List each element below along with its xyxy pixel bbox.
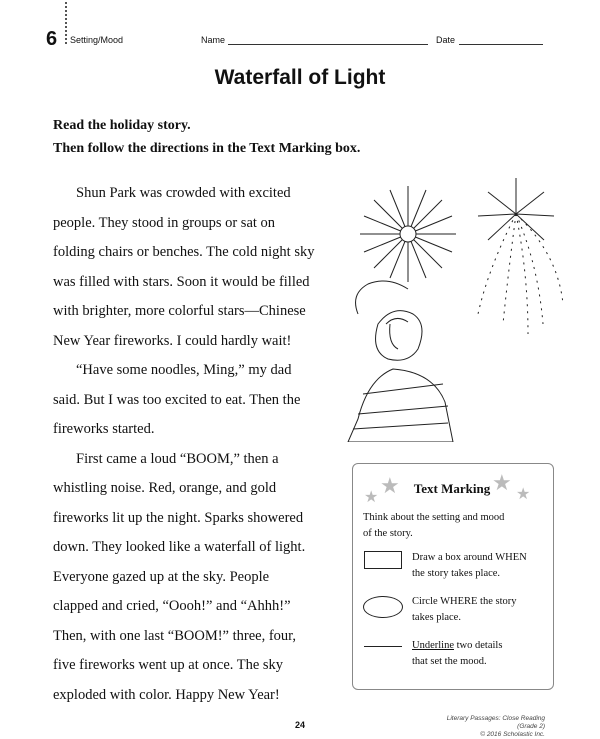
topic-label: Setting/Mood [70,35,124,45]
story-line: Then, with one last “BOOM!” three, four, [53,627,297,644]
dotted-divider [65,2,67,44]
story-line: clapped and cried, “Oooh!” and “Ahhh!” [53,598,291,614]
circle-instruction: Circle WHERE the story takes place. [412,596,517,623]
story-line: “Have some noodles, Ming,” my dad [76,362,292,378]
intro-line: Think about the setting and mood [363,512,505,523]
story-line: with brighter, more colorful stars—Chinese [53,303,306,319]
name-label: Name [201,35,226,45]
story-line: Everyone gazed up at the sky. People [53,568,270,585]
underline-instruction: Underline two details that set the mood. [412,640,503,667]
paragraph [53,445,353,711]
page-number: 6 [46,28,58,50]
date-label: Date [436,35,456,45]
footer-page-number: 24 [294,720,305,730]
copyright-credit: Literary Passages: Close Reading (Grade 2) © 2016 Scholastic Inc. [446,715,545,738]
paragraph [53,179,353,356]
story-line: fireworks started. [53,421,155,437]
story-line: New Year fireworks. I could hardly wait! [53,332,292,349]
text-marking-intro [363,510,548,542]
circle-symbol [363,596,403,618]
story-line: Shun Park was crowded with excited [76,185,291,201]
paragraph [53,356,353,445]
story-line: was filled with stars. Soon it would be filled [53,273,310,290]
story-line: whistling noise. Red, orange, and gold [53,480,277,496]
story-line: fireworks lit up the night. Sparks showered [53,509,304,526]
story-line: five fireworks went up at once. The sky [53,657,284,673]
story-line: exploded with color. Happy New Year! [53,686,280,703]
underline-symbol [364,646,402,647]
instruction-line: Then follow the directions in the Text Marking box. [53,141,361,156]
instruction-line: Read the holiday story. [53,118,191,133]
box-instruction: Draw a box around WHEN the story takes place. [412,552,527,579]
box-symbol [364,551,402,569]
text-marking-title: Text Marking [413,481,491,496]
story-line: people. They stood in groups or sat on [53,214,276,231]
star-icon: ★ [516,486,531,503]
fireworks-illustration [338,174,568,442]
star-icon: ★ [380,473,400,498]
date-field[interactable] [459,44,543,45]
star-icon: ★ [364,489,379,506]
story-line: said. But I was too excited to eat. Then the [53,391,301,408]
name-field[interactable] [228,44,428,45]
story-text [53,179,353,710]
intro-line: of the story. [363,528,413,539]
star-icon: ★ [492,470,512,495]
instructions [53,114,360,160]
story-line: folding chairs or benches. The cold night sky [53,244,315,260]
story-line: First came a loud “BOOM,” then a [76,450,279,467]
story-line: down. They looked like a waterfall of light. [53,539,306,555]
page-title: Waterfall of Light [214,66,386,89]
